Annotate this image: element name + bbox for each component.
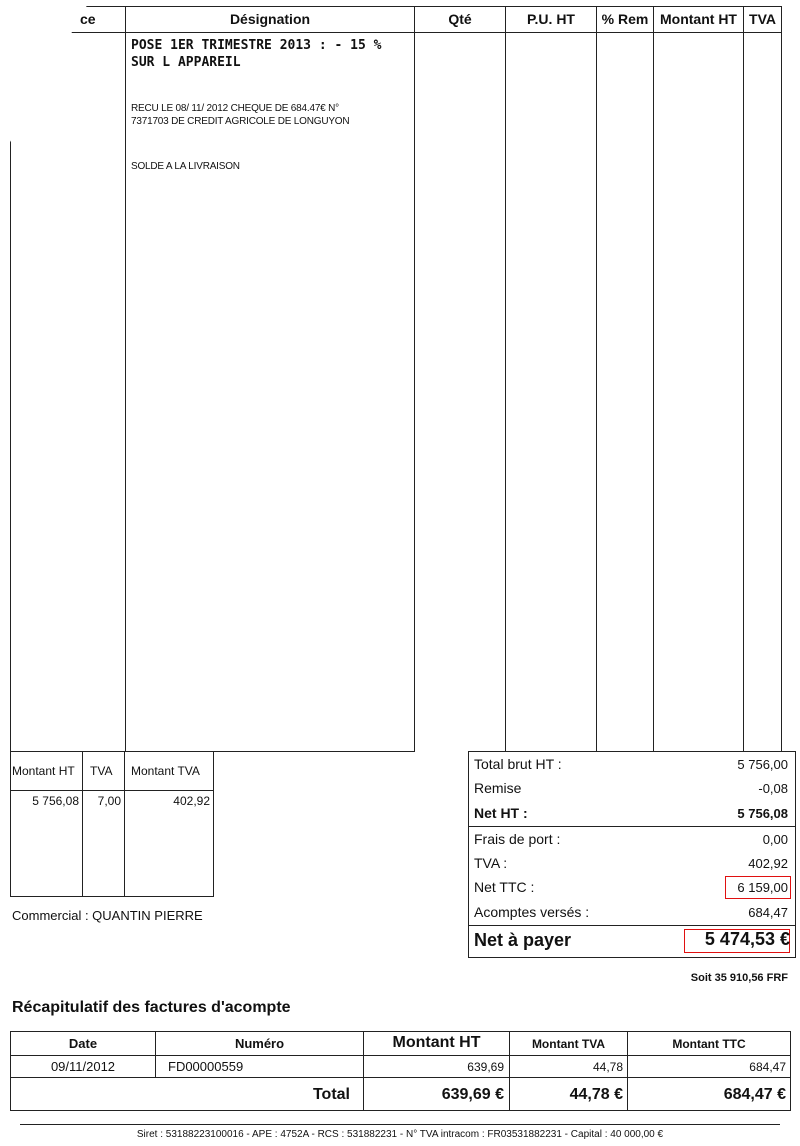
description-line: SUR L APPAREIL [131, 55, 241, 70]
recap-header-montant-ht: Montant HT [392, 1034, 481, 1051]
remise-label: Remise [474, 780, 522, 796]
item-description-payment [131, 102, 349, 128]
remise-value: -0,08 [758, 781, 788, 796]
acomptes-label: Acomptes versés : [474, 904, 590, 920]
vat-header-rate: TVA [90, 764, 113, 778]
col-header-discount: % Rem [601, 11, 649, 27]
recap-header-date: Date [68, 1036, 98, 1051]
net-a-payer-value: 5 474,53 € [704, 929, 790, 949]
description-line: 7371703 DE CREDIT AGRICOLE DE LONGUYON [131, 116, 350, 127]
recap-row-montant-tva: 44,78 [592, 1060, 623, 1074]
net-ht-value: 5 756,08 [737, 806, 788, 821]
recap-total-montant-tva: 44,78 € [569, 1086, 623, 1103]
col-header-unit-price: P.U. HT [527, 11, 575, 27]
frais-port-label: Frais de port : [474, 831, 561, 847]
frf-conversion: Soit 35 910,56 FRF [690, 972, 788, 984]
vat-rate: 7,00 [97, 794, 121, 808]
net-a-payer-label: Net à payer [474, 930, 572, 950]
tva-label: TVA : [474, 855, 508, 871]
net-ttc-label: Net TTC : [474, 879, 535, 895]
total-brut-value: 5 756,00 [737, 757, 788, 772]
recap-title: Récapitulatif des factures d'acompte [12, 999, 291, 1016]
total-brut-label: Total brut HT : [474, 756, 562, 772]
description-line: POSE 1ER TRIMESTRE 2013 : - 15 % [131, 38, 382, 53]
col-header-reference: ce [80, 11, 96, 27]
commercial-name: Commercial : QUANTIN PIERRE [12, 908, 203, 923]
recap-total-label: Total [312, 1086, 350, 1103]
recap-header-montant-ttc: Montant TTC [672, 1037, 746, 1051]
vat-header-amount-ht: Montant HT [12, 764, 75, 778]
recap-row-montant-ttc: 684,47 [749, 1060, 786, 1074]
net-ht-label: Net HT : [474, 805, 528, 821]
recap-header-numero: Numéro [234, 1036, 285, 1051]
vat-amount-vat: 402,92 [173, 794, 210, 808]
description-line: SOLDE A LA LIVRAISON [131, 161, 240, 172]
page-fold [0, 0, 90, 160]
recap-row-date: 09/11/2012 [50, 1059, 116, 1074]
col-header-qty: Qté [448, 11, 472, 27]
item-description-title [131, 37, 381, 71]
net-ttc-value: 6 159,00 [737, 880, 788, 895]
recap-total-montant-ttc: 684,47 € [723, 1086, 786, 1103]
recap-row-numero: FD00000559 [168, 1059, 244, 1074]
recap-header-montant-tva: Montant TVA [531, 1037, 606, 1051]
col-header-designation: Désignation [229, 11, 311, 27]
col-header-amount: Montant HT [660, 11, 737, 27]
vat-amount-ht: 5 756,08 [32, 794, 79, 808]
company-footer: Siret : 53188223100016 - APE : 4752A - RCS : 531882231 - N° TVA intracom : FR03531882231 - Capital : 40 000,00 € [136, 1129, 664, 1140]
tva-value: 402,92 [748, 856, 788, 871]
frais-port-value: 0,00 [762, 832, 788, 847]
vat-header-amount-vat: Montant TVA [131, 764, 200, 778]
acomptes-value: 684,47 [748, 905, 788, 920]
col-header-vat: TVA [749, 11, 776, 27]
recap-total-montant-ht: 639,69 € [441, 1086, 504, 1103]
recap-row-montant-ht: 639,69 [467, 1060, 504, 1074]
description-line: RECU LE 08/ 11/ 2012 CHEQUE DE 684.47€ N° [131, 103, 339, 114]
